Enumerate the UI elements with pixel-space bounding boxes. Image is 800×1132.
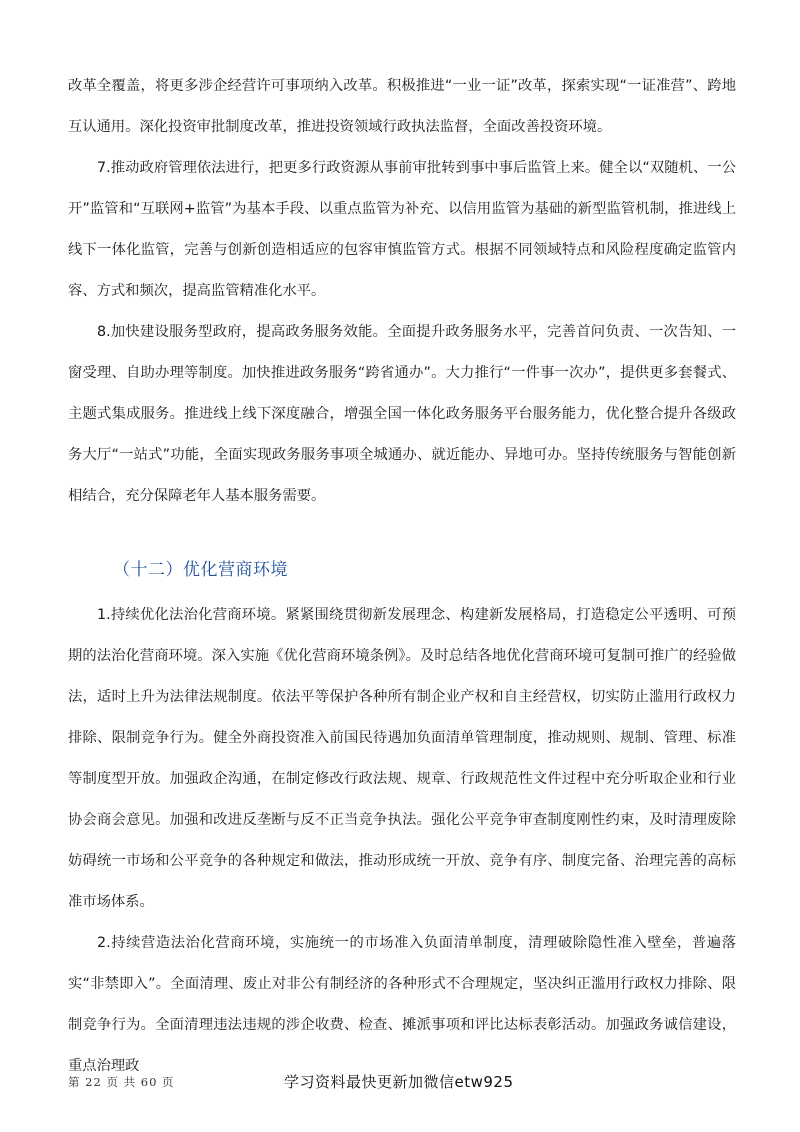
paragraph: 8.加快建设服务型政府，提高政务服务效能。全面提升政务服务水平，完善首问负责、一次告知、一窗受理、自助办理等制度。加快推进政务服务“跨省通办”。大力推行“一件事一次办”，提供更多套餐式、主题式集成服务。推进线上线下深度融合，增强全国一体化政务服务平台服务能力，优化整合提升各级政务大厅“一站式”功能，全面实现政务服务事项全城通办、就近能办、异地可办。坚持传统服务与智能创新相结合，充分保障老年人基本服务需要。 (68, 324, 736, 504)
paragraph: 1.持续优化法治化营商环境。紧紧围绕贯彻新发展理念、构建新发展格局，打造稳定公平透明、可预期的法治化营商环境。深入实施《优化营商环境条例》。及时总结各地优化营商环境可复制可推广的经验做法，适时上升为法律法规制度。依法平等保护各种所有制企业产权和自主经营权，切实防止滥用行政权力排除、限制竞争行为。健全外商投资准入前国民待遇加负面清单管理制度，推动规则、规制、管理、标准等制度型开放。加强政企沟通，在制定修改行政法规、规章、行政规范性文件过程中充分听取企业和行业协会商会意见。加强和改进反垄断与反不正当竞争执法。强化公平竞争审查制度刚性约束，及时清理废除妨碍统一市场和公平竞争的各种规定和做法，推动形成统一开放、竞争有序、制度完备、治理完善的高标准市场体系。 (68, 607, 736, 910)
document-body (68, 66, 736, 1087)
footer-note: 学习资料最快更新加微信etw925 (284, 1073, 514, 1091)
page-number: 第 22 页 共 60 页 (68, 1075, 175, 1089)
paragraph: 改革全覆盖，将更多涉企经营许可事项纳入改革。积极推进“一业一证”改革，探索实现“一证准营”、跨地互认通用。深化投资审批制度改革，推进投资领域行政执法监督，全面改善投资环境。 (68, 78, 736, 135)
paragraph: 2.持续营造法治化营商环境，实施统一的市场准入负面清单制度，清理破除隐性准入壁垒，普遍落实“非禁即入”。全面清理、废止对非公有制经济的各种形式不合理规定，坚决纠正滥用行政权力排除、限制竞争行为。全面清理违法违规的涉企收费、检查、摊派事项和评比达标表彰活动。加强政务诚信建设，重点治理政 (68, 935, 736, 1074)
paragraph: 7.推动政府管理依法进行，把更多行政资源从事前审批转到事中事后监管上来。健全以“双随机、一公开”监管和“互联网+监管”为基本手段、以重点监管为补充、以信用监管为基础的新型监管机制，推进线上线下一体化监管，完善与创新创造相适应的包容审慎监管方式。根据不同领域特点和风险程度确定监管内容、方式和频次，提高监管精准化水平。 (68, 160, 736, 299)
section-heading: （十二）优化营商环境 (113, 560, 288, 580)
